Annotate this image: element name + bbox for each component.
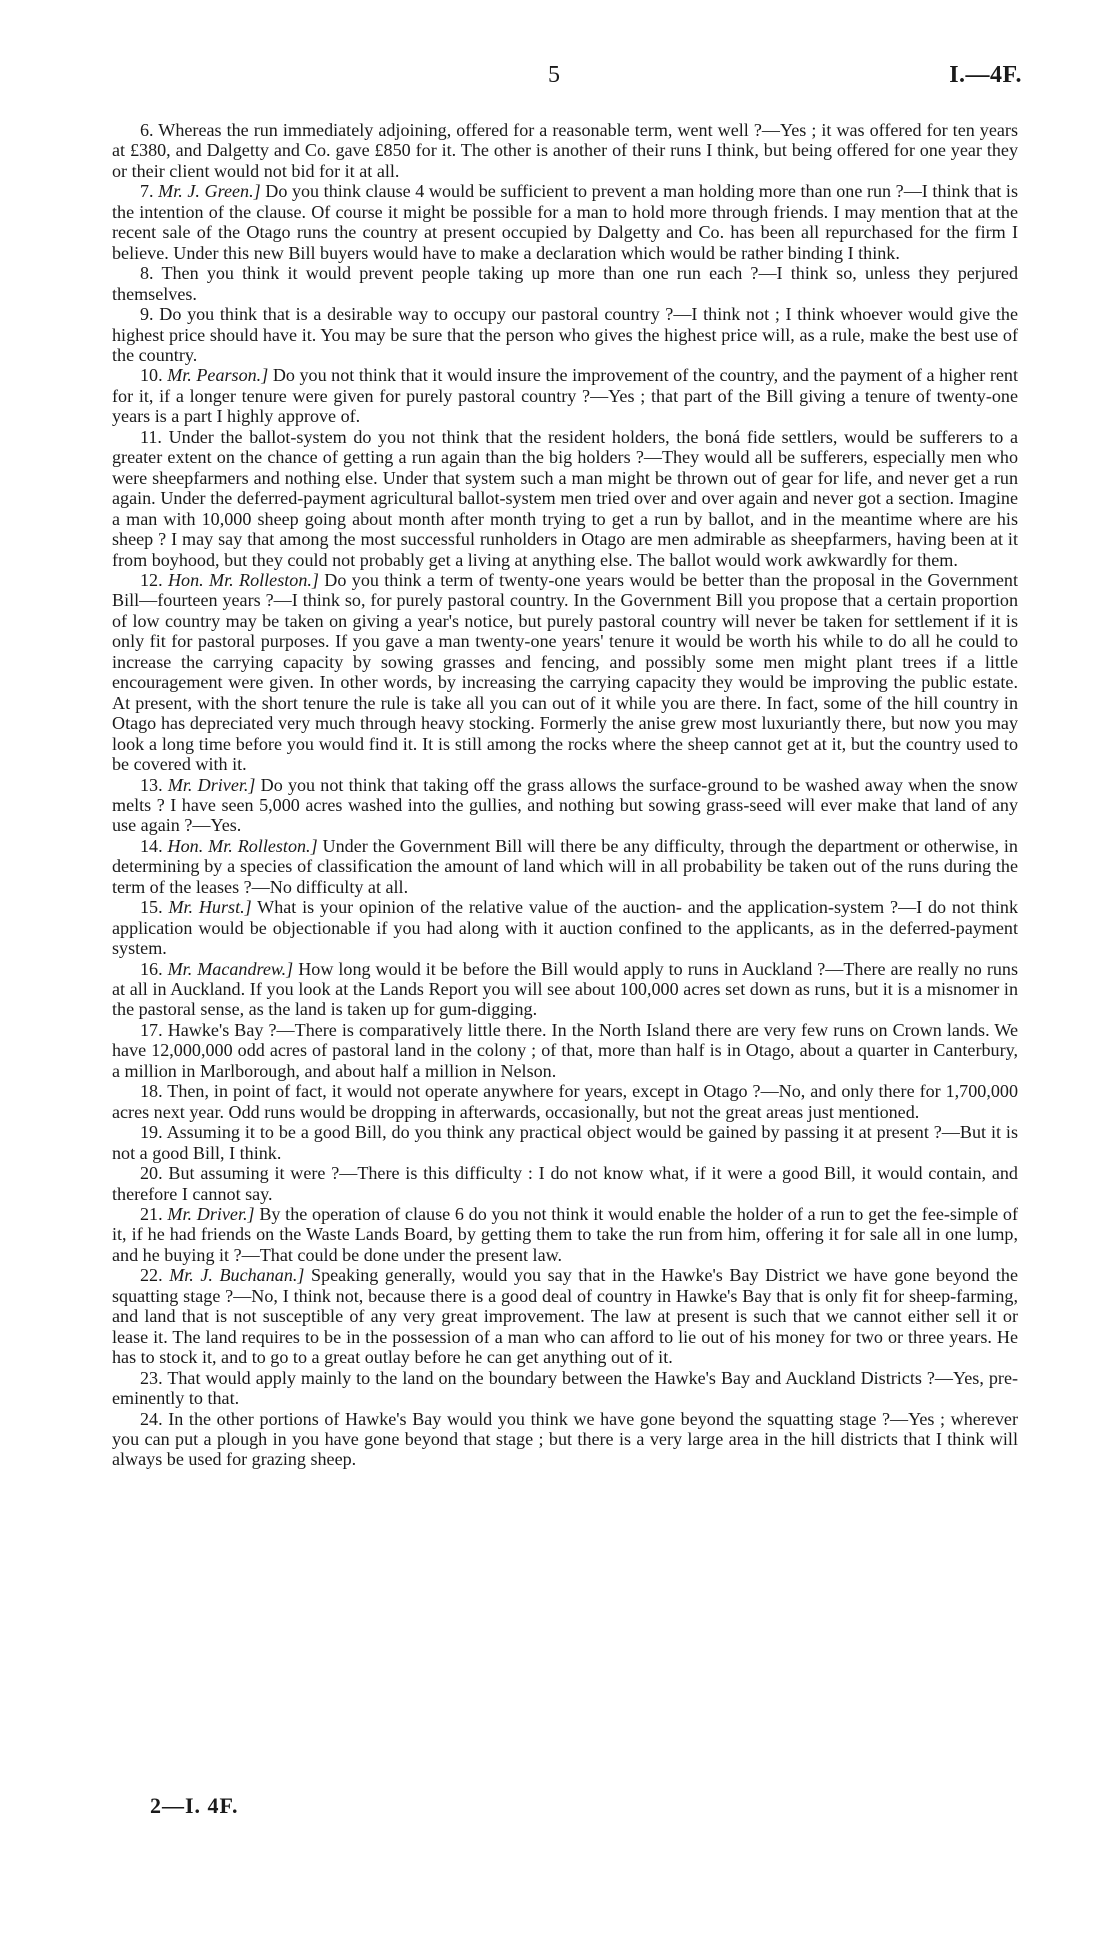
question-paragraph [112, 1368, 1018, 1409]
question-paragraph [112, 836, 1018, 897]
question-answer-text: Do you think that is a desirable way to occupy our pastoral country ?—I think not ; I think whoever would give the highest price should have it. You may be sure that the person who gives the highest price will, as a rule, make the best use of the country. [112, 304, 1018, 365]
speaker-name: Mr. Pearson.] [167, 365, 269, 386]
speaker-name: Mr. Driver.] [167, 774, 256, 795]
evidence-body [112, 120, 1018, 1470]
question-number: 19. [140, 1122, 163, 1143]
question-number: 24. [140, 1408, 163, 1429]
question-number: 12. [140, 569, 163, 590]
question-paragraph [112, 1163, 1018, 1204]
question-number: 23. [140, 1367, 163, 1388]
question-answer-text: Do you not think that taking off the grass allows the surface-ground to be washed away when the snow melts ? I have seen 5,000 acres washed into the gullies, and nothing but sowing grass-seed will ever make that land of any use again ?—Yes. [112, 774, 1019, 836]
question-number: 21. [140, 1204, 163, 1225]
question-number: 17. [140, 1019, 163, 1040]
question-paragraph [112, 304, 1018, 365]
question-answer-text: Whereas the run immediately adjoining, offered for a reasonable term, went well ?—Yes ; it was offered for ten years at £380, and Dalgetty and Co. gave £850 for it. The other is another of their runs I think, but being offered for one year they or their client would not bid for it at all. [112, 120, 1018, 181]
page-header [0, 62, 1114, 102]
question-paragraph [112, 1020, 1018, 1081]
question-paragraph [112, 570, 1018, 775]
question-answer-text: But assuming it were ?—There is this difficulty : I do not know what, if it were a good Bill, it would contain, and therefore I cannot say. [112, 1163, 1018, 1204]
printer-signature: 2—I. 4F. [150, 1793, 239, 1818]
question-paragraph [112, 263, 1018, 304]
question-number: 10. [140, 365, 163, 386]
question-answer-text: Then, in point of fact, it would not operate anywhere for years, except in Otago ?—No, and only there for 1,700,000 acres next year. Odd runs would be dropping in afterwards, occasionally, but not the great areas just mentioned. [112, 1081, 1018, 1122]
question-answer-text: Assuming it to be a good Bill, do you think any practical object would be gained by passing it at present ?—But it is not a good Bill, I think. [112, 1122, 1019, 1163]
question-answer-text: Speaking generally, would you say that in the Hawke's Bay District we have gone beyond the squatting stage ?—No, I think not, because there is a good deal of country in Hawke's Bay that is only fit for sheep-farming, and land that is not susceptible of any very great improvement. The law at present is such that we cannot either sell it or lease it. The land requires to be in the possession of a man who can afford to lie out of his money for two or three years. He has to stock it, and to go to a great outlay before he can get anything out of it. [112, 1265, 1018, 1368]
question-paragraph [112, 1081, 1018, 1122]
question-answer-text: By the operation of clause 6 do you not think it would enable the holder of a run to get the fee-simple of it, if he had friends on the Waste Lands Board, by getting them to take the run from him, offering it for sale all in one lump, and he buying it ?—That could be done under the present law. [112, 1204, 1018, 1265]
question-answer-text: What is your opinion of the relative value of the auction- and the application-system ?—I do not think application would be objectionable if you had along with it auction confined to the applicants, as in the deferred-payment system. [112, 897, 1019, 959]
question-paragraph [112, 1409, 1018, 1470]
document-reference: I.—4F. [949, 62, 1022, 88]
question-paragraph [112, 1122, 1018, 1163]
question-number: 13. [140, 774, 163, 795]
question-paragraph [112, 959, 1018, 1020]
question-number: 16. [140, 958, 163, 979]
question-answer-text: Do you think a term of twenty-one years would be better than the proposal in the Government Bill—fourteen years ?—I think so, for purely pastoral country. In the Government Bill you propose that a certain proportion of low country may be taken on giving a year's notice, but purely pastoral country will never be taken for settlement if it is only fit for pastoral purposes. If you gave a man twenty-one years' tenure it would be worth his while to do all he could to increase the carrying capacity by sowing grasses and fencing, and possibly some men might plant trees if a little encouragement were given. In other words, by increasing the carrying capacity they would be improving the public estate. At present, with the short tenure the rule is take all you can out of it while you are there. In fact, some of the hill country in Otago has depreciated very much through heavy stocking. Formerly the anise grew most luxuriantly there, but now you may look a long time before you would find it. It is still among the rocks where the sheep cannot get at it, but the country used to be covered with it. [112, 569, 1018, 775]
question-number: 18. [140, 1081, 163, 1102]
question-number: 9. [140, 304, 154, 325]
speaker-name: Hon. Mr. Rolleston.] [167, 569, 319, 590]
question-answer-text: Then you think it would prevent people taking up more than one run each ?—I think so, unless they perjured themselves. [112, 263, 1018, 304]
question-number: 20. [140, 1163, 163, 1184]
question-answer-text: Under the ballot-system do you not think that the resident holders, the boná fide settlers, would be sufferers to a greater extent on the chance of getting a run again than the big holders ?—They would all be sufferers, especially men who were sheepfarmers and nothing else. Under that system such a man might be thrown out of gear for life, and never get a run again. Under the deferred-payment agricultural ballot-system men tried over and over again and never got a section. Imagine a man with 10,000 sheep going about month after month trying to get a run by ballot, and in the meantime where are his sheep ? I may say that among the most successful runholders in Otago are men admirable as sheepfarmers, having been at it from boyhood, but they could not probably get a living at anything else. The ballot would work awkwardly for them. [112, 426, 1018, 570]
speaker-name: Mr. Driver.] [167, 1204, 255, 1225]
question-answer-text: Under the Government Bill will there be any difficulty, through the department or otherwise, in determining by a species of classification the amount of land which will in all probability be taken out of the runs during the term of the leases ?—No difficulty at all. [112, 835, 1018, 897]
question-number: 7. [140, 181, 154, 202]
question-number: 8. [140, 263, 154, 284]
question-paragraph [112, 1265, 1018, 1367]
question-answer-text: Do you not think that it would insure the improvement of the country, and the payment of a higher rent for it, if a longer tenure were given for purely pastoral country ?—Yes ; that part of the Bill giving a tenure of twenty-one years is a part I highly approve of. [112, 365, 1018, 427]
speaker-name: Mr. J. Buchanan.] [169, 1265, 305, 1286]
question-paragraph [112, 181, 1018, 263]
speaker-name: Mr. Macandrew.] [167, 958, 294, 979]
question-paragraph [112, 427, 1018, 570]
question-number: 6. [140, 120, 154, 140]
question-answer-text: That would apply mainly to the land on the boundary between the Hawke's Bay and Auckland Districts ?—Yes, pre-eminently to that. [112, 1367, 1019, 1409]
speaker-name: Mr. Hurst.] [168, 897, 252, 918]
question-answer-text: How long would it be before the Bill would apply to runs in Auckland ?—There are really no runs at all in Auckland. If you look at the Lands Report you will see about 100,000 acres set down as runs, but it is a misnomer in the pastoral sense, as the land is taken up for gum-digging. [112, 958, 1018, 1020]
speaker-name: Hon. Mr. Rolleston.] [167, 835, 318, 856]
question-number: 15. [140, 897, 163, 918]
page-number: 5 [548, 62, 561, 88]
question-paragraph [112, 1204, 1018, 1265]
question-paragraph [112, 120, 1018, 181]
question-number: 22. [140, 1265, 163, 1286]
question-paragraph [112, 365, 1018, 426]
question-paragraph [112, 775, 1018, 836]
speaker-name: Mr. J. Green.] [158, 181, 261, 202]
question-answer-text: In the other portions of Hawke's Bay would you think we have gone beyond the squatting stage ?—Yes ; wherever you can put a plough in you have gone beyond that stage ; but there is a very large area in the hill districts that I think will always be used for grazing sheep. [112, 1408, 1018, 1470]
question-number: 11. [140, 426, 162, 447]
question-paragraph [112, 897, 1018, 958]
question-number: 14. [140, 835, 163, 856]
question-answer-text: Do you think clause 4 would be sufficient to prevent a man holding more than one run ?—I think that is the intention of the clause. Of course it might be possible for a man to hold more through friends. I may mention that at the recent sale of the Otago runs the country at present occupied by Dalgetty and Co. has been all repurchased for the firm I believe. Under this new Bill buyers would have to make a declaration which would be rather binding I think. [112, 181, 1018, 263]
question-answer-text: Hawke's Bay ?—There is comparatively little there. In the North Island there are very few runs on Crown lands. We have 12,000,000 odd acres of pastoral land in the colony ; of that, more than half is in Otago, about a quarter in Canterbury, a million in Marlborough, and about half a million in Nelson. [112, 1019, 1019, 1081]
